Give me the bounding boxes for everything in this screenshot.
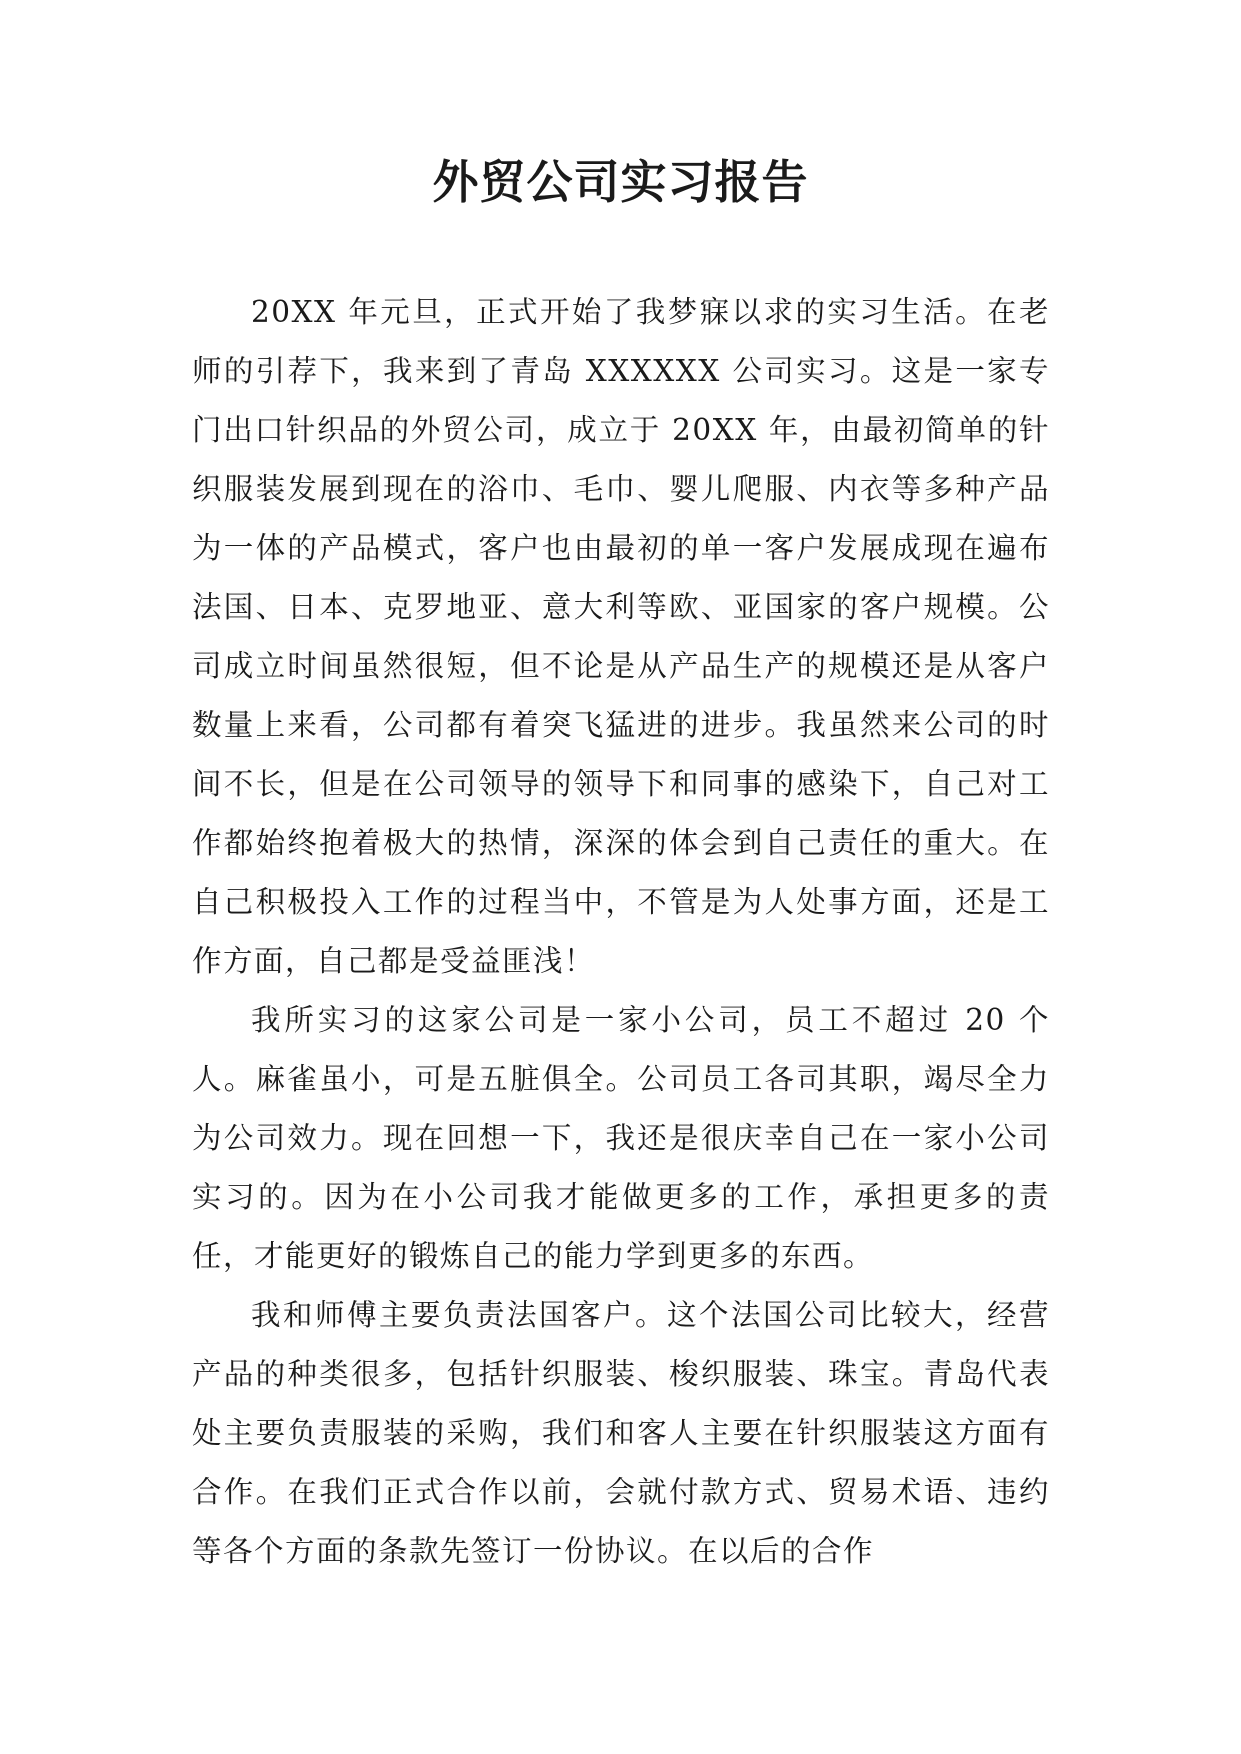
paragraph-3: 我和师傅主要负责法国客户。这个法国公司比较大，经营产品的种类很多，包括针织服装、梭织服装、珠宝。青岛代表处主要负责服装的采购，我们和客人主要在针织服装这方面有合作。在我们正式合作以前，会就付款方式、贸易术语、违约等各个方面的条款先签订一份协议。在以后的合作 [192, 1298, 1050, 1568]
document-title: 外贸公司实习报告 [432, 155, 809, 209]
paragraph-1: 20XX 年元旦，正式开始了我梦寐以求的实习生活。在老师的引荐下，我来到了青岛 XXXXXX 公司实习。这是一家专门出口针织品的外贸公司，成立于 20XX 年，由最初简单的针织服装发展到现在的浴巾、毛巾、婴儿爬服、内衣等多种产品为一体的产品模式，客户也由最初的单一客户发展成现在遍布法国、日本、克罗地亚、意大利等欧、亚国家的客户规模。公司成立时间虽然很短，但不论是从产品生产的规模还是从客户数量上来看，公司都有着突飞猛进的进步。我虽然来公司的时间不长，但是在公司领导的领导下和同事的感染下，自己对工作都始终抱着极大的热情，深深的体会到自己责任的重大。在自己积极投入工作的过程当中，不管是为人处事方面，还是工作方面，自己都是受益匪浅！ [192, 295, 1050, 978]
document-body [192, 283, 1050, 1581]
paragraph-2: 我所实习的这家公司是一家小公司，员工不超过 20 个人。麻雀虽小，可是五脏俱全。公司员工各司其职，竭尽全力为公司效力。现在回想一下，我还是很庆幸自己在一家小公司实习的。因为在小公司我才能做更多的工作，承担更多的责任，才能更好的锻炼自己的能力学到更多的东西。 [192, 1003, 1050, 1273]
